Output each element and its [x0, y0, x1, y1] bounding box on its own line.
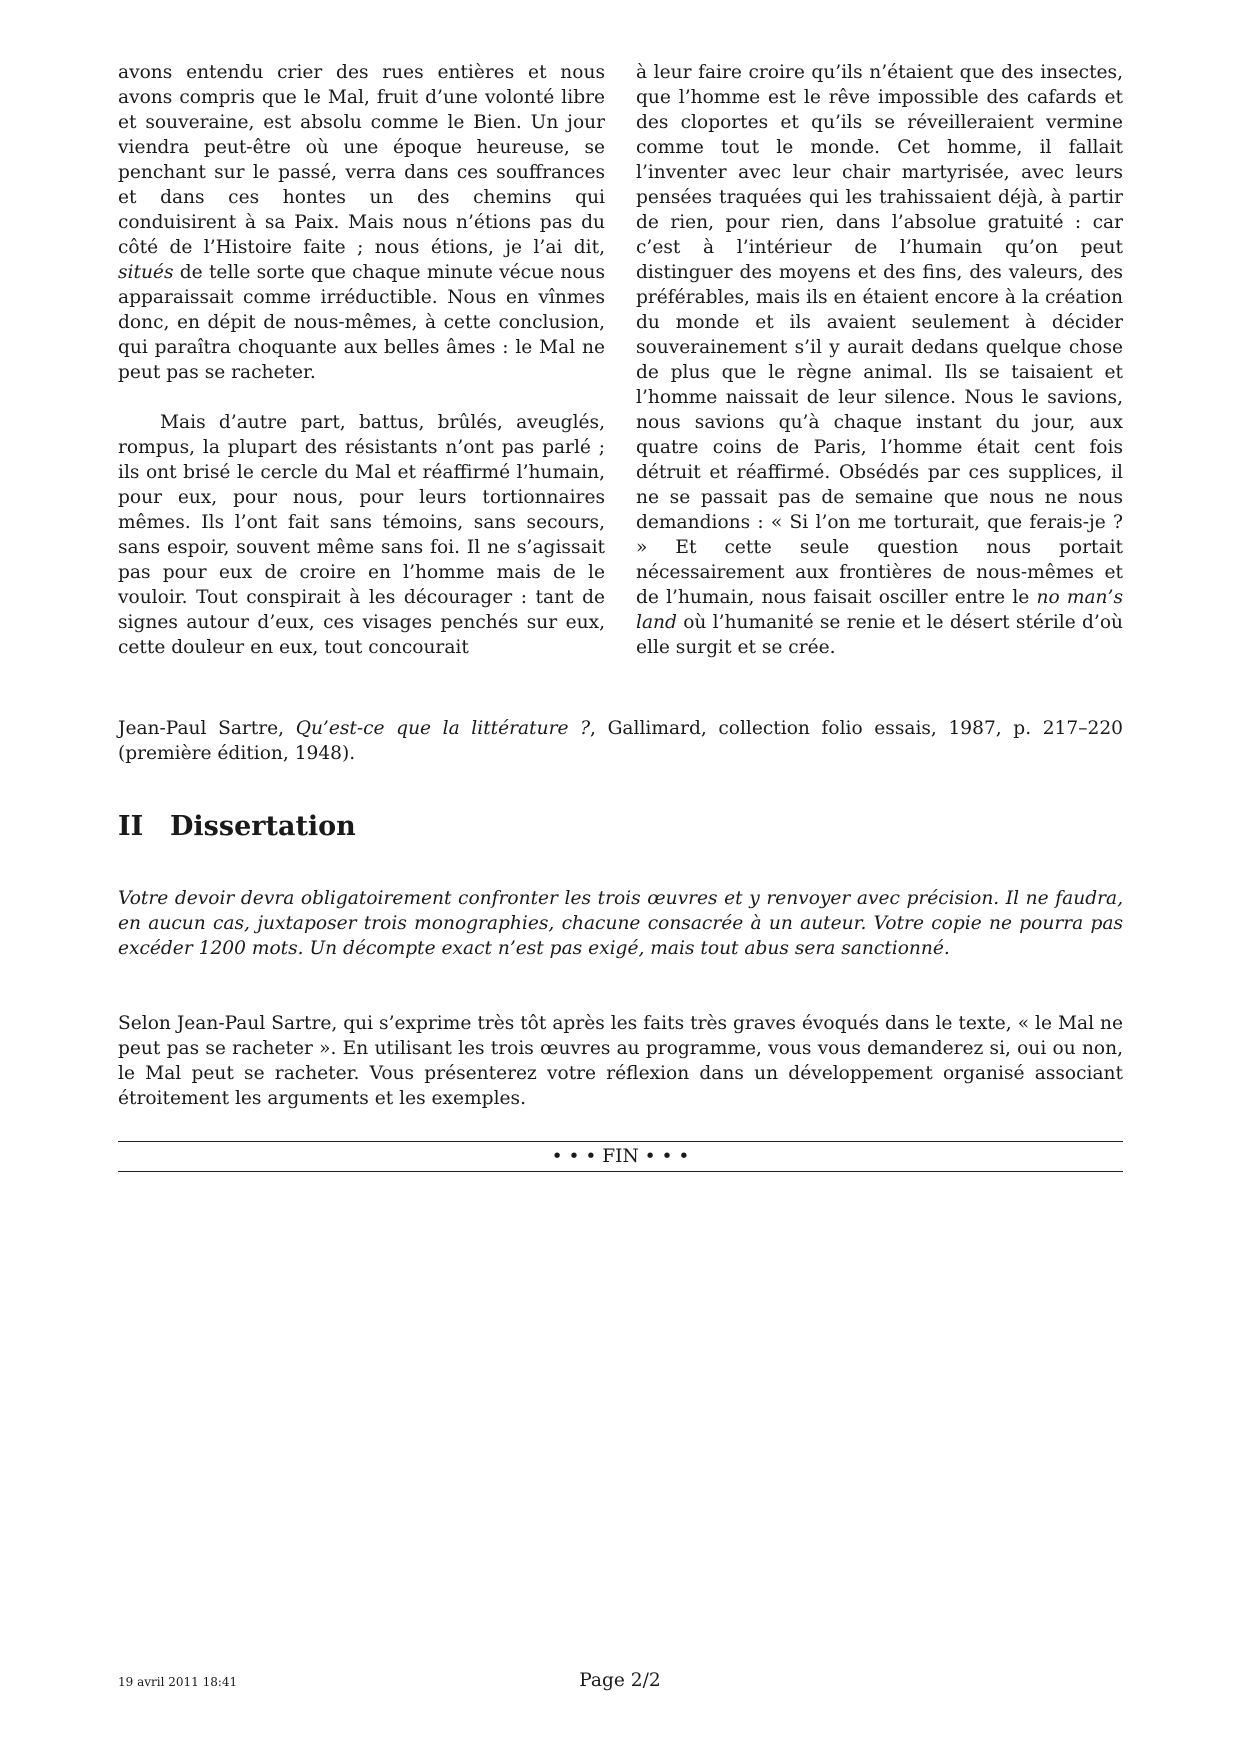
citation-title: Qu’est-ce que la littérature ?	[295, 718, 591, 739]
section-number: II	[118, 811, 144, 842]
document-page	[118, 60, 1123, 1172]
source-citation	[118, 716, 1123, 766]
section-heading	[118, 810, 1123, 844]
text-run: où l’humanité se renie et le désert stérile d’où elle surgit et se crée.	[636, 612, 1123, 658]
paragraph-left-2: Mais d’autre part, battus, brûlés, aveuglés, rompus, la plupart des résistants n’ont pas parlé ; ils ont brisé le cercle du Mal et réaffirmé l’humain, pour eux, pour nous, pour leurs tortionnaires mêmes. Ils l’ont fait sans témoins, sans secours, sans espoir, souvent même sans foi. Il ne s’agissait pas pour eux de croire en l’homme mais de le vouloir. Tout conspirait à les décourager : tant de signes autour d’eux, ces visages penchés sur eux, cette douleur en eux, tout concourait	[118, 412, 605, 658]
citation-details: , Gallimard, collection folio essais, 1987, p. 217–220 (première édition, 1948).	[118, 718, 1124, 764]
right-column	[636, 60, 1123, 660]
section-title: Dissertation	[170, 811, 356, 842]
subject-paragraph: Selon Jean-Paul Sartre, qui s’exprime très tôt après les faits très graves évoqués dans le texte, « le Mal ne peut pas se racheter ». En utilisant les trois œuvres au programme, vous vous demanderez si, oui ou non, le Mal peut se racheter. Vous présenterez votre réflexion dans un développement organisé associant étroitement les arguments et les exemples.	[118, 1013, 1123, 1109]
italic-text: situés	[118, 262, 174, 283]
italic-text: no man’s land	[636, 587, 1123, 633]
citation-author: Jean-Paul Sartre,	[118, 718, 296, 739]
paragraph-right-1	[636, 60, 1123, 660]
paragraph-left-1	[118, 60, 605, 385]
text-run: de telle sorte que chaque minute vécue nous apparaissait comme irréductible. Nous en vînmes donc, en dépit de nous-mêmes, à cette conclusion, qui paraîtra choquante aux belles âmes : le Mal ne peut pas se racheter.	[118, 262, 605, 383]
left-column	[118, 60, 605, 660]
footer-date: 19 avril 2011 18:41	[118, 1675, 238, 1689]
end-marker	[118, 1141, 1123, 1172]
two-column-text	[118, 60, 1123, 660]
text-run: avons entendu crier des rues entières et nous avons compris que le Mal, fruit d’une volonté libre et souveraine, est absolu comme le Bien. Un jour viendra peut-être où une époque heureuse, se penchant sur le passé, verra dans ces souffrances et dans ces hontes un des chemins qui conduisirent à sa Paix. Mais nous n’étions pas du côté de l’Histoire faite ; nous étions, je l’ai dit,	[118, 62, 605, 258]
footer-page-number: Page 2/2	[579, 1670, 661, 1691]
fin-text: • • • FIN • • •	[551, 1146, 690, 1167]
instructions-paragraph: Votre devoir devra obligatoirement confronter les trois œuvres et y renvoyer avec précision. Il ne faudra, en aucun cas, juxtaposer trois monographies, chacune consacrée à un auteur. Votre copie ne pourra pas excéder 1200 mots. Un décompte exact n’est pas exigé, mais tout abus sera sanctionné.	[118, 888, 1123, 959]
text-run: à leur faire croire qu’ils n’étaient que des insectes, que l’homme est le rêve impossible des cafards et des cloportes et qu’ils se réveilleraient vermine comme tout le monde. Cet homme, il fallait l’inventer avec leur chair martyrisée, avec leurs pensées traquées qui les trahissaient déjà, à partir de rien, pour rien, dans l’absolue gratuité : car c’est à l’intérieur de l’humain qu’on peut distinguer des moyens et des fins, des valeurs, des préférables, mais ils en étaient encore à la création du monde et ils avaient seulement à décider souverainement s’il y aurait dedans quelque chose de plus que le règne animal. Ils se taisaient et l’homme naissait de leur silence. Nous le savions, nous savions qu’à chaque instant du jour, aux quatre coins de Paris, l’homme était cent fois détruit et réaffirmé. Obsédés par ces supplices, il ne se passait pas de semaine que nous ne nous demandions : « Si l’on me torturait, que ferais-je ? » Et cette seule question nous portait nécessairement aux frontières de nous-mêmes et de l’humain, nous faisait osciller entre le	[636, 62, 1123, 608]
